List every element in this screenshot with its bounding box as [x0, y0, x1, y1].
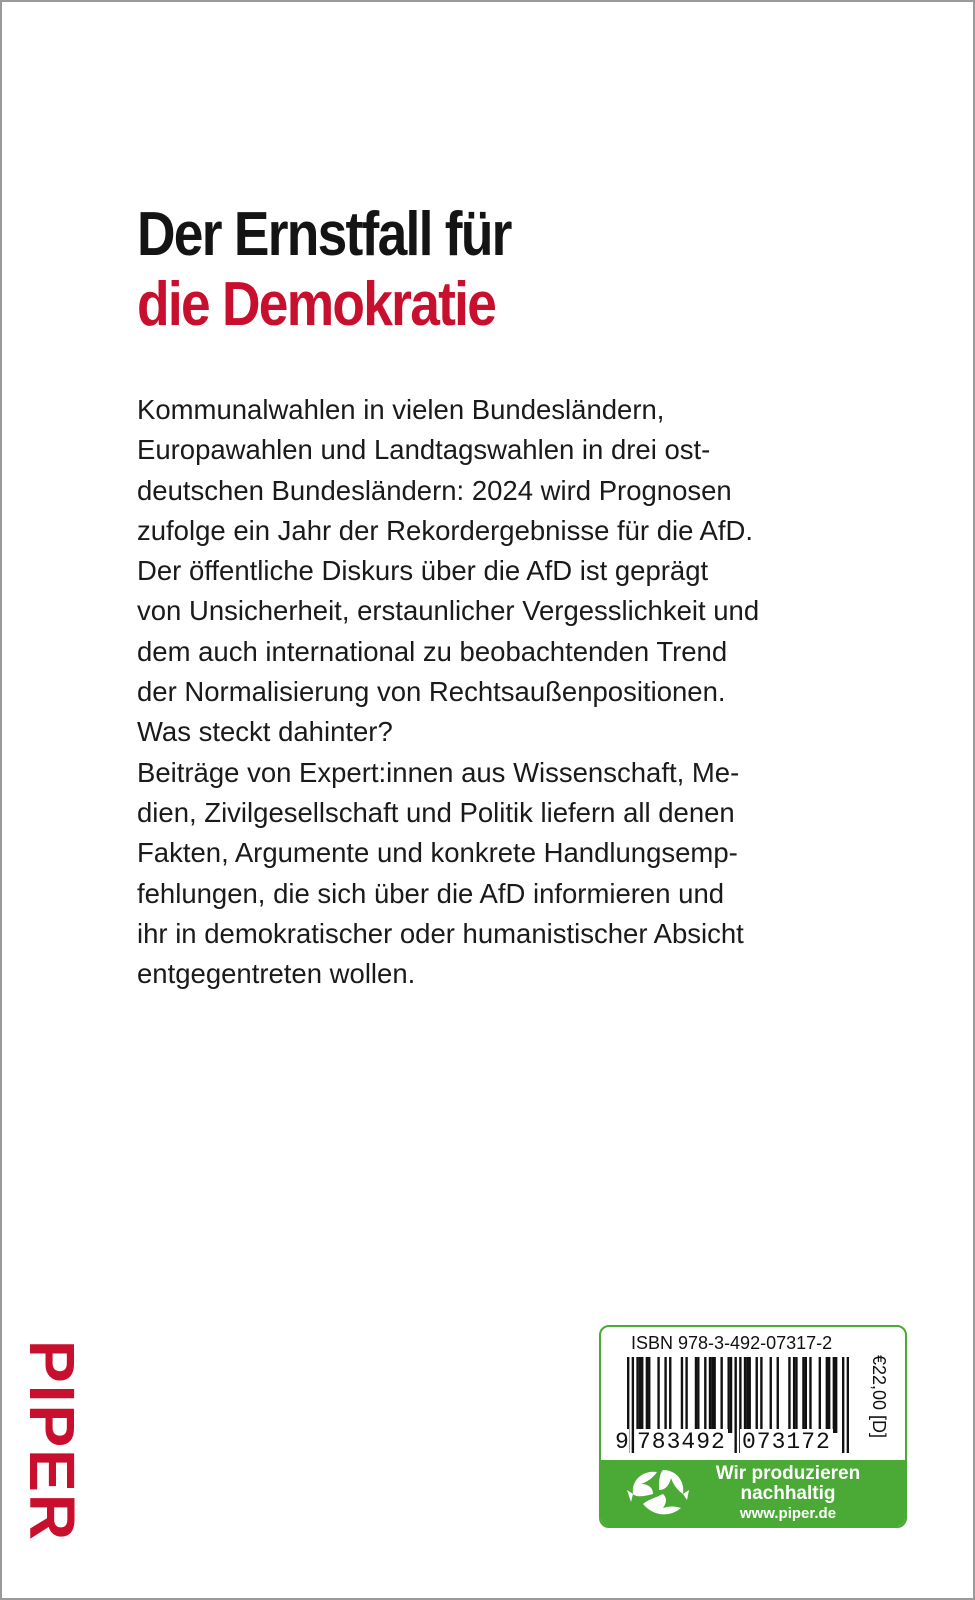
barcode-bar: [826, 1357, 828, 1433]
barcode-bar: [770, 1357, 772, 1433]
blurb-line: der Normalisierung von Rechtsaußenpositionen.: [137, 676, 726, 708]
price-label: [859, 1355, 895, 1455]
barcode-digits-right: 073172: [742, 1429, 831, 1455]
barcode-bar: [713, 1357, 715, 1433]
blurb-line: deutschen Bundesländern: 2024 wird Prognosen: [137, 474, 732, 506]
barcode-bar: [793, 1357, 795, 1433]
blurb-line: dem auch international zu beobachtenden Trend: [137, 635, 728, 667]
blurb-line: dien, Zivilgesellschaft und Politik liefern all denen: [137, 796, 735, 828]
barcode-bar: [681, 1357, 683, 1433]
blurb-line: Beiträge von Expert:innen aus Wissenschaft, Me-: [137, 756, 740, 788]
publisher-url: www.piper.de: [739, 1505, 837, 1522]
barcode-bar: [730, 1357, 732, 1433]
headline-line-2: die Demokratie: [137, 270, 496, 339]
barcode-bar: [828, 1357, 830, 1433]
barcode-panel: [599, 1325, 907, 1528]
blurb-line: fehlungen, die sich über die AfD informieren und: [137, 877, 725, 909]
barcode-bar: [746, 1357, 748, 1433]
isbn-label: ISBN 978-3-492-07317-2: [631, 1333, 833, 1353]
barcode-bar: [802, 1357, 804, 1433]
barcode-bar: [669, 1357, 671, 1433]
blurb-line: entgegentreten wollen.: [137, 958, 416, 990]
blurb-line: von Unsicherheit, erstaunlicher Vergesslichkeit und: [137, 595, 760, 627]
eco-line-2: nachhaltig: [740, 1483, 836, 1504]
blurb-line: Der öffentliche Diskurs über die AfD ist geprägt: [137, 555, 709, 587]
eco-badge: [601, 1460, 905, 1526]
barcode-bar: [641, 1357, 643, 1433]
barcode-bar: [636, 1357, 638, 1433]
barcode-bar: [685, 1357, 687, 1433]
eco-text: [703, 1464, 873, 1524]
barcode-digits-left: 783492: [637, 1429, 726, 1455]
barcode-bar: [760, 1357, 762, 1433]
blurb-line: zufolge ein Jahr der Rekordergebnisse für die AfD.: [137, 514, 754, 546]
barcode-bar: [777, 1357, 779, 1433]
publisher-logo: PIPER: [16, 1340, 88, 1543]
blurb-text: [137, 390, 837, 994]
barcode-bar: [809, 1357, 811, 1433]
eco-line-1: Wir produzieren: [715, 1463, 861, 1484]
barcode-bar: [648, 1357, 650, 1433]
barcode-bar: [749, 1357, 751, 1433]
barcode-bar: [709, 1357, 711, 1433]
barcode-bar: [720, 1357, 722, 1433]
barcode-bar: [744, 1357, 746, 1433]
blurb-line: ihr in demokratischer oder humanistischer Absicht: [137, 917, 744, 949]
barcode-bar: [805, 1357, 807, 1433]
barcode-digits: [615, 1429, 855, 1455]
barcode-bar: [639, 1357, 641, 1433]
blurb-line: Kommunalwahlen in vielen Bundesländern,: [137, 394, 665, 425]
barcode-bar: [711, 1357, 713, 1433]
barcode-bar: [756, 1357, 758, 1433]
headline: [137, 200, 511, 340]
barcode-bar: [788, 1357, 790, 1433]
price-text: €22,00 [D]: [869, 1355, 889, 1439]
blurb-line: Was steckt dahinter?: [137, 716, 393, 748]
leaf-recycle-icon: [623, 1464, 697, 1522]
barcode-bar: [833, 1357, 835, 1433]
blurb-line: Europawahlen und Landtagswahlen in drei ost-: [137, 434, 711, 466]
barcode-bar: [664, 1357, 666, 1433]
barcode-bar: [697, 1357, 699, 1433]
headline-line-1: Der Ernstfall für: [137, 200, 511, 269]
barcode-bar: [704, 1357, 706, 1433]
barcode-bar: [727, 1357, 729, 1433]
barcode-bar: [695, 1357, 697, 1433]
barcode-bar: [646, 1357, 648, 1433]
barcode-digit-first: 9: [615, 1429, 629, 1455]
blurb-line: Fakten, Argumente und konkrete Handlungsemp-: [137, 837, 738, 869]
barcode-bar: [819, 1357, 821, 1433]
barcode-bar: [795, 1357, 797, 1433]
barcode-bar: [835, 1357, 837, 1433]
barcode-bar: [657, 1357, 659, 1433]
